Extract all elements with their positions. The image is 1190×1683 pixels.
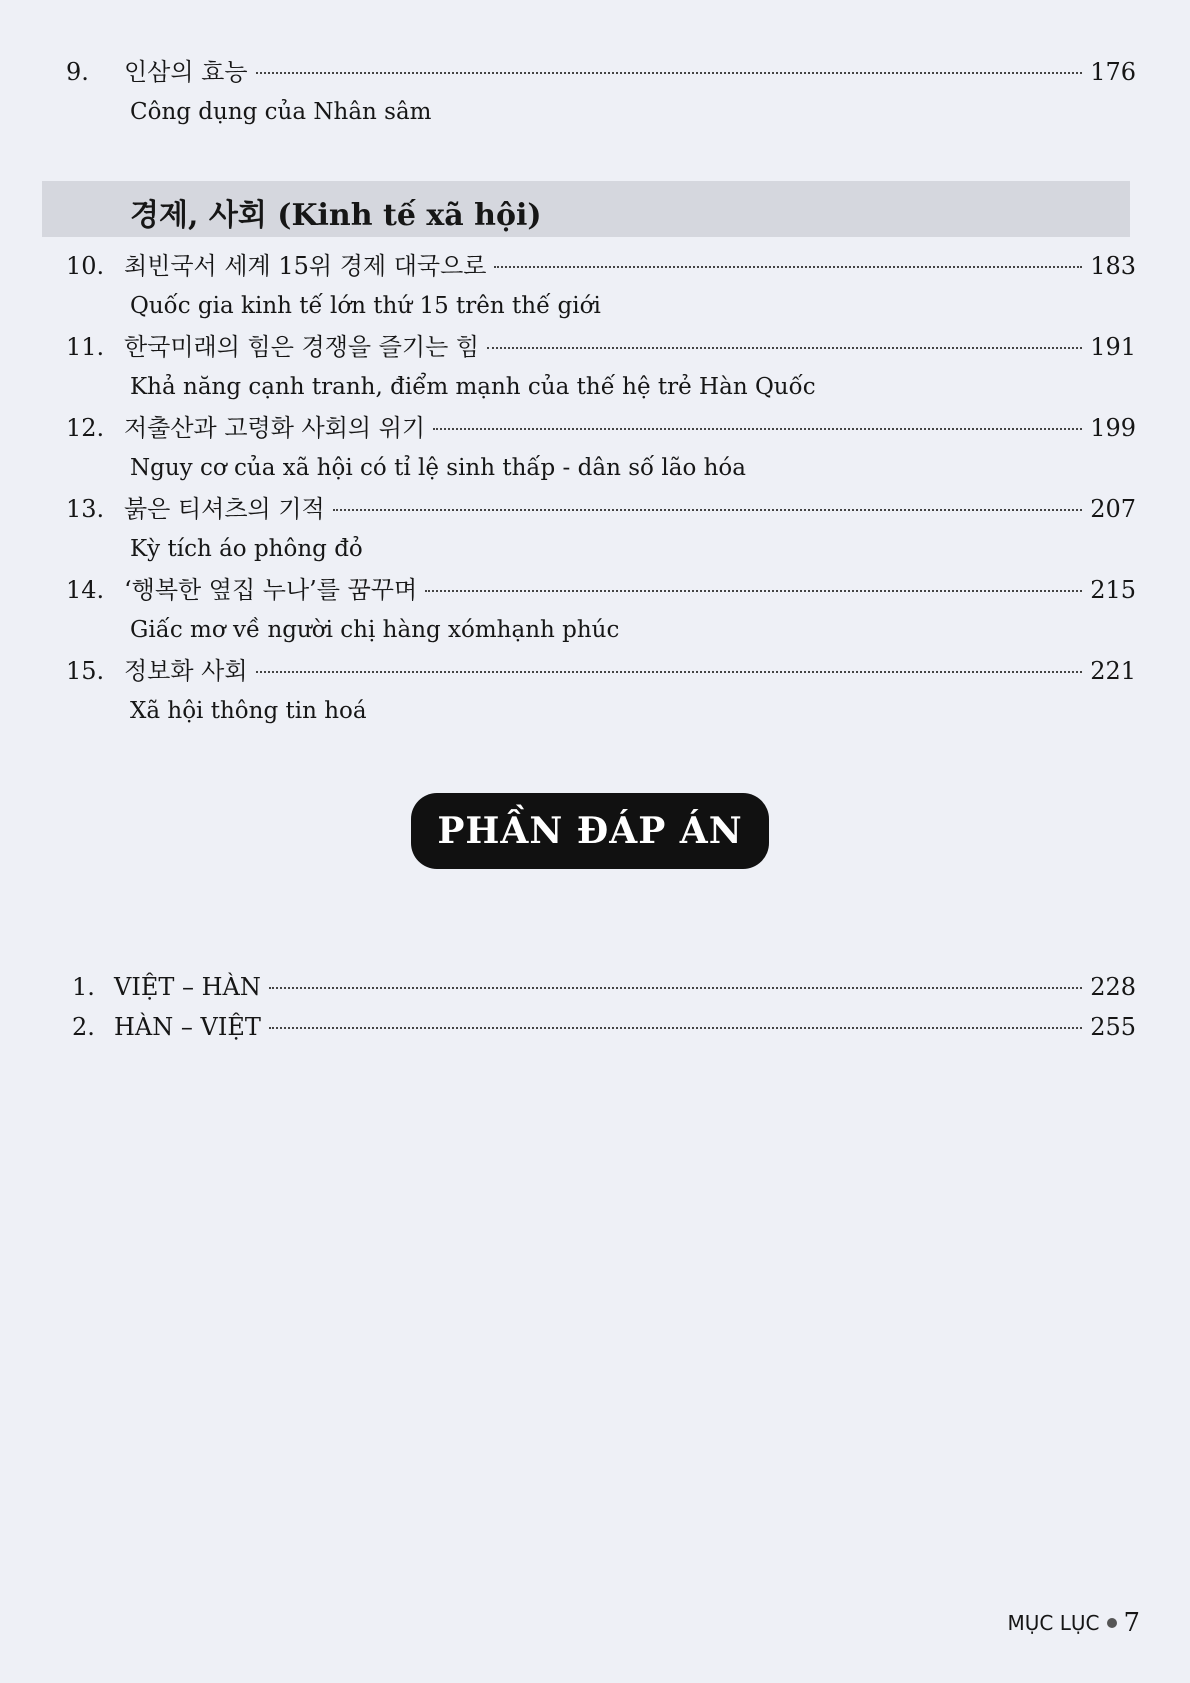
page-number: 7 (1123, 1608, 1140, 1638)
dot-leader (487, 347, 1082, 349)
toc-line (66, 327, 1136, 367)
entry-page-number: 207 (1090, 495, 1136, 523)
dot-leader (256, 671, 1082, 673)
entry-page-number: 199 (1090, 414, 1136, 442)
toc-entry-15[interactable] (66, 651, 1136, 731)
section-heading: 경제, 사회 (Kinh tế xã hội) (130, 198, 542, 233)
toc-entry-12[interactable] (66, 408, 1136, 488)
entry-number: 15. (66, 657, 105, 685)
entry-title-korean: 정보화 사회 (124, 657, 248, 685)
toc-line (72, 973, 1136, 1013)
entry-page-number: 215 (1090, 576, 1136, 604)
page-footer (1007, 1608, 1140, 1638)
toc-entry-9[interactable] (66, 52, 1136, 132)
toc-entry-13[interactable] (66, 489, 1136, 569)
bullet-icon (1107, 1618, 1117, 1628)
entry-page-number: 183 (1090, 252, 1136, 280)
dot-leader (433, 428, 1082, 430)
entry-subtitle-vietnamese: Quốc gia kinh tế lớn thứ 15 trên thế giới (130, 293, 601, 319)
toc-entry-10[interactable] (66, 246, 1136, 326)
toc-line (66, 489, 1136, 529)
toc-line (66, 246, 1136, 286)
dot-leader (425, 590, 1082, 592)
toc-line (66, 651, 1136, 691)
entry-title: VIỆT – HÀN (114, 973, 261, 1001)
entry-page-number: 176 (1090, 58, 1136, 86)
dot-leader (256, 72, 1082, 74)
answer-entry-2[interactable] (72, 1013, 1136, 1053)
entry-subtitle-vietnamese: Khả năng cạnh tranh, điểm mạnh của thế hệ trẻ Hàn Quốc (130, 374, 816, 400)
entry-subtitle-vietnamese: Xã hội thông tin hoá (130, 698, 367, 724)
entry-number: 12. (66, 414, 105, 442)
entry-subtitle-vietnamese: Giấc mơ về người chị hàng xómhạnh phúc (130, 617, 620, 643)
entry-title: HÀN – VIỆT (114, 1013, 261, 1041)
dot-leader (269, 1027, 1082, 1029)
entry-number: 13. (66, 495, 105, 523)
entry-title-korean: 최빈국서 세계 15위 경제 대국으로 (124, 252, 487, 280)
entry-number: 10. (66, 252, 105, 280)
toc-line (66, 52, 1136, 92)
toc-line (72, 1013, 1136, 1053)
entry-page-number: 228 (1090, 973, 1136, 1001)
entry-title-korean: 저출산과 고령화 사회의 위기 (124, 414, 426, 442)
entry-page-number: 191 (1090, 333, 1136, 361)
entry-page-number: 221 (1090, 657, 1136, 685)
entry-number: 9. (66, 58, 89, 86)
answer-section-heading: PHẦN ĐÁP ÁN (411, 793, 769, 869)
answer-entry-1[interactable] (72, 973, 1136, 1013)
toc-line (66, 570, 1136, 610)
toc-line (66, 408, 1136, 448)
entry-title-korean: 한국미래의 힘은 경쟁을 즐기는 힘 (124, 333, 480, 361)
entry-title-korean: ‘행복한 옆집 누나’를 꿈꾸며 (124, 576, 418, 604)
entry-number: 11. (66, 333, 105, 361)
entry-number: 1. (72, 973, 95, 1001)
toc-entry-14[interactable] (66, 570, 1136, 650)
entry-subtitle-vietnamese: Kỳ tích áo phông đỏ (130, 536, 363, 562)
entry-page-number: 255 (1090, 1013, 1136, 1041)
entry-title-korean: 붉은 티셔츠의 기적 (124, 495, 325, 523)
dot-leader (269, 987, 1082, 989)
footer-label: MỤC LỤC (1007, 1611, 1100, 1635)
entry-subtitle-vietnamese: Công dụng của Nhân sâm (130, 99, 432, 125)
dot-leader (494, 266, 1082, 268)
toc-entry-11[interactable] (66, 327, 1136, 407)
entry-subtitle-vietnamese: Nguy cơ của xã hội có tỉ lệ sinh thấp - dân số lão hóa (130, 455, 746, 481)
entry-number: 14. (66, 576, 105, 604)
dot-leader (333, 509, 1082, 511)
entry-title-korean: 인삼의 효능 (124, 58, 248, 86)
entry-number: 2. (72, 1013, 95, 1041)
